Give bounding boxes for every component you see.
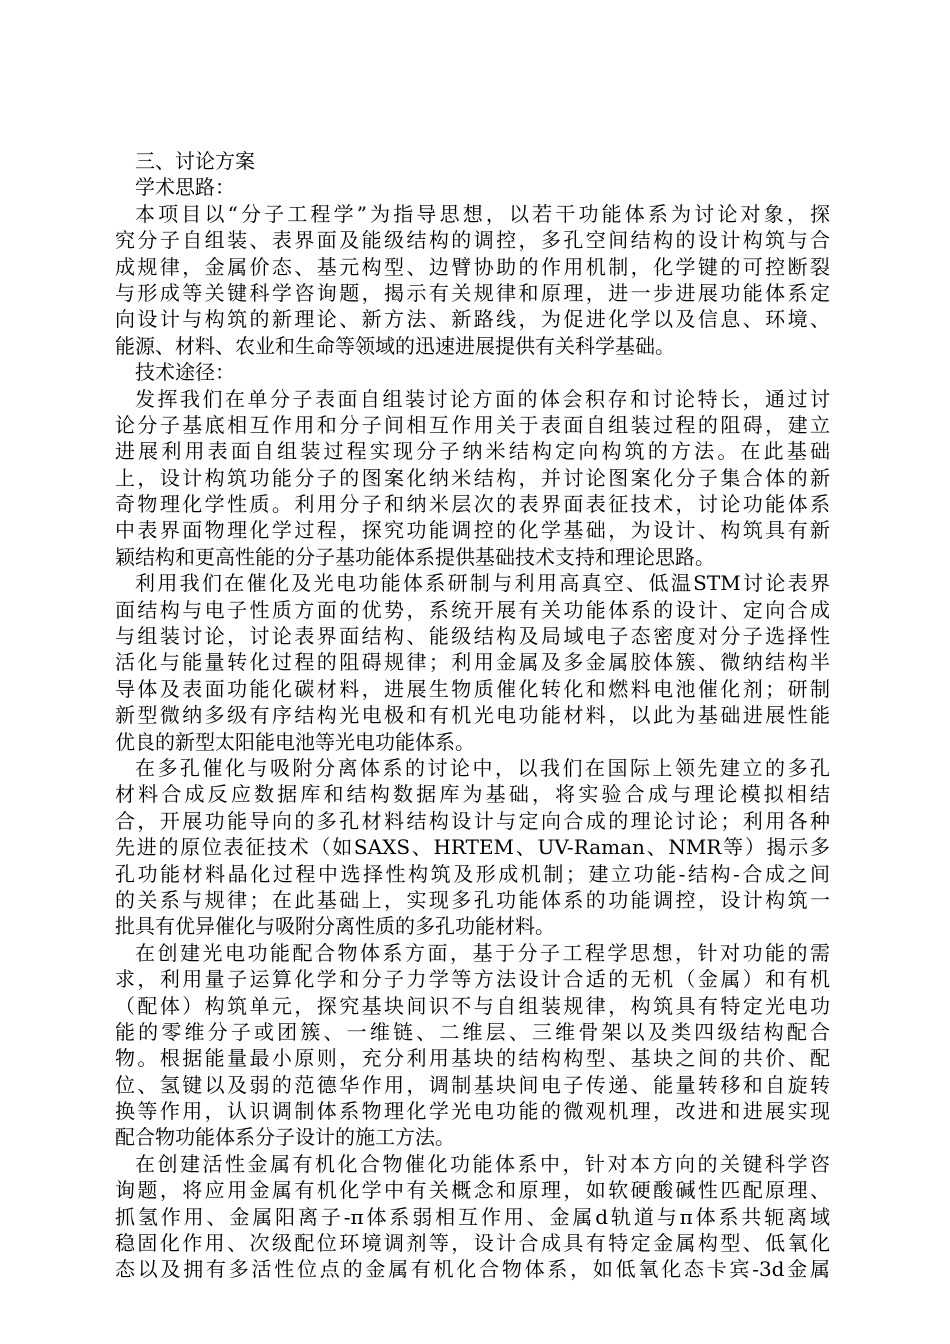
paragraph-line: 配合物功能体系分子设计的施工方法。 [115,1125,455,1150]
paragraph-line: 活化与能量转化过程的阻碍规律；利用金属及多金属胶体簇、微纳结构半 [115,650,830,675]
paragraph-line: 利用我们在催化及光电功能体系研制与利用高真空、低温STM讨论表界 [135,571,830,596]
paragraph-line: 颖结构和更高性能的分子基功能体系提供基础技术支持和理论思路。 [115,544,715,569]
paragraph-line: 论分子基底相互作用和分子间相互作用关于表面自组装过程的阻碍，建立 [115,412,830,437]
paragraph-line: 求，利用量子运算化学和分子力学等方法设计合适的无机（金属）和有机 [115,967,830,992]
paragraph-line: 上，设计构筑功能分子的图案化纳米结构，并讨论图案化分子集合体的新 [115,465,830,490]
subsection-heading: 技术途径： [135,360,235,385]
paragraph-line: 发挥我们在单分子表面自组装讨论方面的体会积存和讨论特长，通过讨 [135,386,830,411]
subsection-heading: 学术思路： [135,175,235,200]
section-title: 三、讨论方案 [135,149,255,173]
paragraph-line: 奇物理化学性质。利用分子和纳米层次的表界面表征技术，讨论功能体系 [115,492,830,517]
paragraph-line: 本项目以“分子工程学”为指导思想，以若干功能体系为讨论对象，探 [135,201,830,226]
paragraph-line: 中表界面物理化学过程，探究功能调控的化学基础，为设计、构筑具有新 [115,518,830,543]
paragraph-line: 能源、材料、农业和生命等领域的迅速进展提供有关科学基础。 [115,333,675,358]
paragraph-line: 新型微纳多级有序结构光电极和有机光电功能材料，以此为基础进展性能 [115,703,830,728]
document-body [115,148,830,1283]
paragraph-line: 稳固化作用、次级配位环境调剂等，设计合成具有特定金属构型、低氧化 [115,1231,830,1256]
paragraph-line: 与组装讨论，讨论表界面结构、能级结构及局域电子态密度对分子选择性 [115,624,830,649]
paragraph-line: 孔功能材料晶化过程中选择性构筑及形成机制；建立功能-结构-合成之间 [115,861,830,886]
paragraph-line: 向设计与构筑的新理论、新方法、新路线，为促进化学以及信息、环境、 [115,307,830,332]
paragraph-line: 位、氢键以及弱的范德华作用，调制基块间电子传递、能量转移和自旋转 [115,1072,830,1097]
paragraph-line: 换等作用，认识调制体系物理化学光电功能的微观机理，改进和进展实现 [115,1099,830,1124]
paragraph-line: 批具有优异催化与吸附分离性质的多孔功能材料。 [115,914,555,939]
paragraph-line: 究分子自组装、表界面及能级结构的调控，多孔空间结构的设计构筑与合 [115,228,830,253]
paragraph-line: 先进的原位表征技术（如SAXS、HRTEM、UV-Raman、NMR等）揭示多 [115,835,830,860]
paragraph-line: 成规律，金属价态、基元构型、边臂协助的作用机制，化学键的可控断裂 [115,254,830,279]
paragraph-line: （配体）构筑单元，探究基块间识不与自组装规律，构筑具有特定光电功 [115,993,830,1018]
paragraph-line: 物。根据能量最小原则，充分利用基块的结构构型、基块之间的共价、配 [115,1046,830,1071]
document-page [115,148,830,1283]
paragraph-line: 材料合成反应数据库和结构数据库为基础，将实验合成与理论模拟相结 [115,782,830,807]
paragraph-line: 进展利用表面自组装过程实现分子纳米结构定向构筑的方法。在此基础 [115,439,830,464]
paragraph-line: 的关系与规律；在此基础上，实现多孔功能体系的功能调控，设计构筑一 [115,887,830,912]
paragraph-line: 询题，将应用金属有机化学中有关概念和原理，如软硬酸碱性匹配原理、 [115,1178,830,1203]
paragraph-line: 合，开展功能导向的多孔材料结构设计与定向合成的理论讨论；利用各种 [115,808,830,833]
paragraph-line: 面结构与电子性质方面的优势，系统开展有关功能体系的设计、定向合成 [115,597,830,622]
paragraph-line: 与形成等关键科学咨询题，揭示有关规律和原理，进一步进展功能体系定 [115,280,830,305]
paragraph-line: 态以及拥有多活性位点的金属有机化合物体系，如低氧化态卡宾-3d金属 [115,1257,830,1282]
paragraph-line: 抓氢作用、金属阳离子-π体系弱相互作用、金属d轨道与π体系共轭离域 [115,1204,830,1229]
paragraph-line: 在多孔催化与吸附分离体系的讨论中，以我们在国际上领先建立的多孔 [135,755,830,780]
paragraph-line: 在创建光电功能配合物体系方面，基于分子工程学思想，针对功能的需 [135,940,830,965]
paragraph-line: 优良的新型太阳能电池等光电功能体系。 [115,729,475,754]
paragraph-line: 在创建活性金属有机化合物催化功能体系中，针对本方向的关键科学咨 [135,1151,830,1176]
paragraph-line: 能的零维分子或团簇、一维链、二维层、三维骨架以及类四级结构配合 [115,1019,830,1044]
paragraph-line: 导体及表面功能化碳材料，进展生物质催化转化和燃料电池催化剂；研制 [115,676,830,701]
